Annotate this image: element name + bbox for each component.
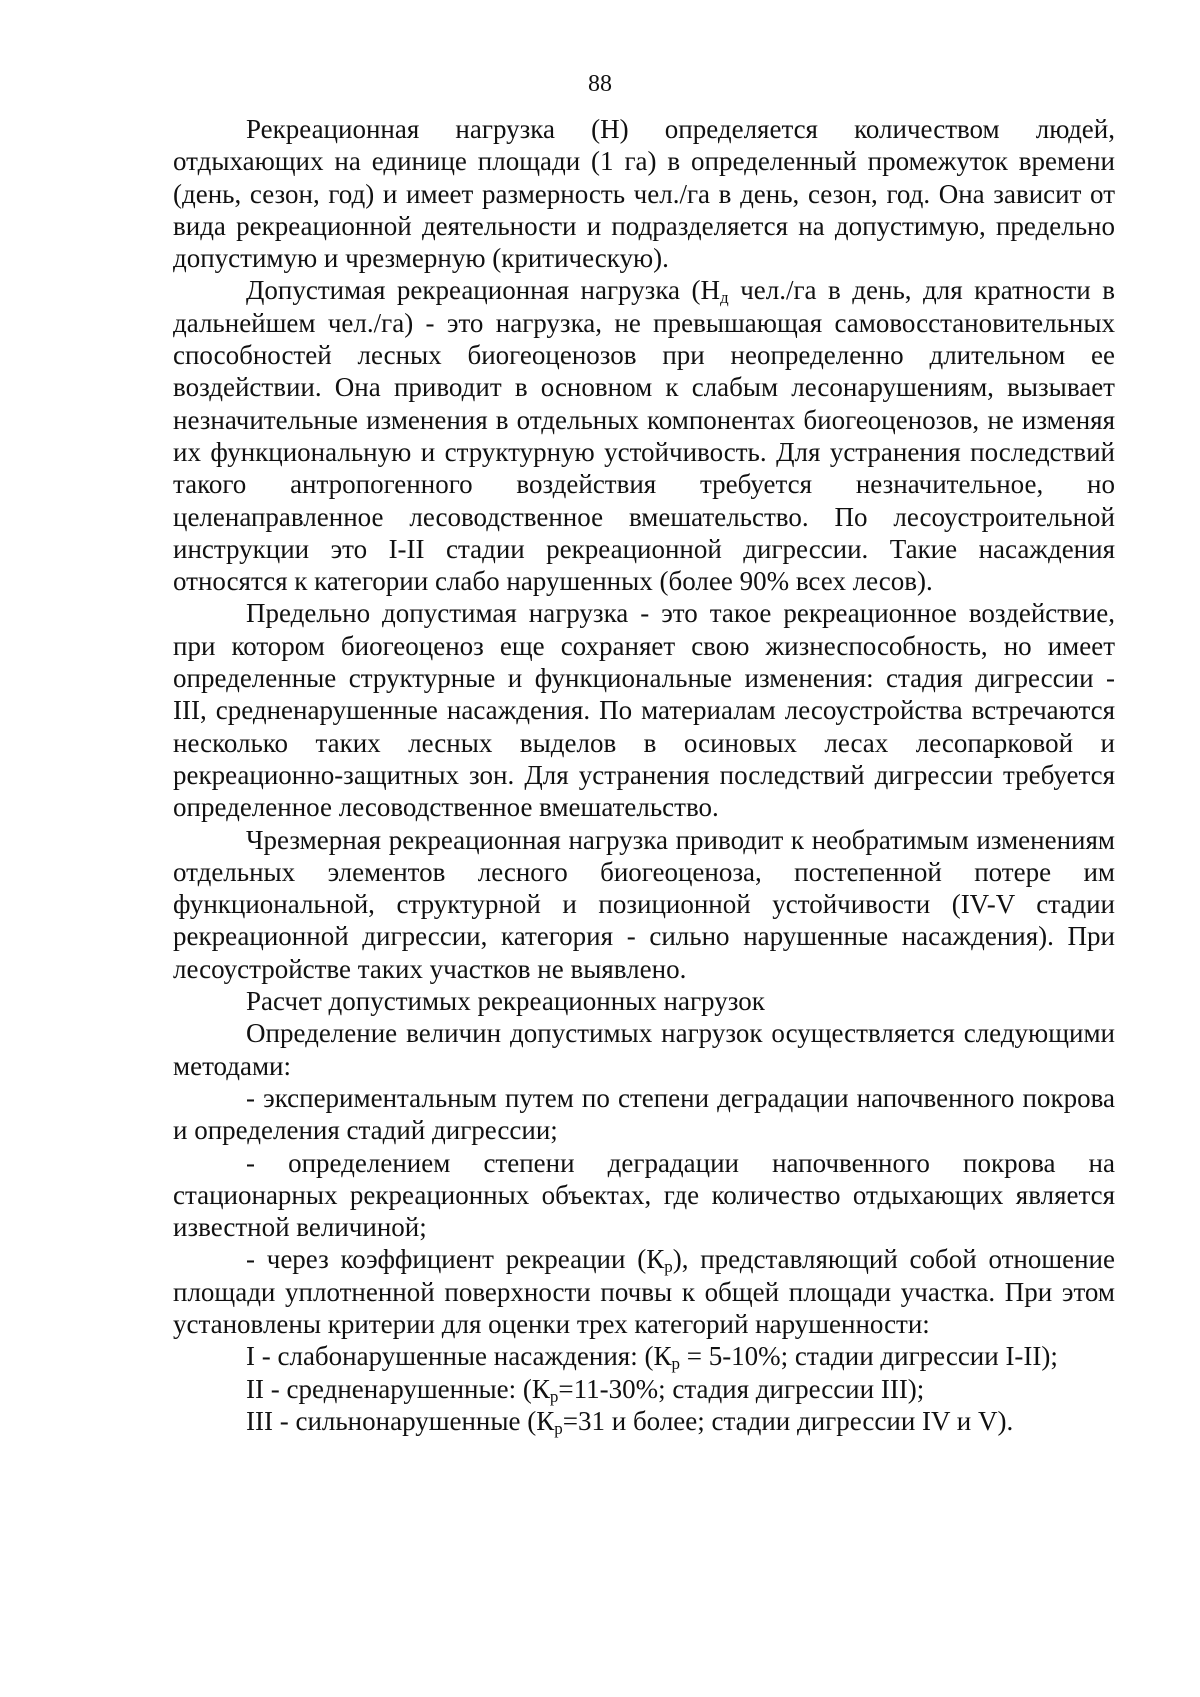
paragraph-recreational-load-definition: Рекреационная нагрузка (Н) определяется количеством людей, отдыхающих на единице площади (1 га) в определенный промежуток времени (день, сезон, год) и имеет размерность чел./га в день, сезон, год. Она зависит от вида рекреационной деятельности и подразделяется на допустимую, предельно допустимую и чрезмерную (критическую).: [173, 114, 1115, 274]
category-1-text-end: = 5-10%; стадии дигрессии I-II);: [679, 1341, 1058, 1372]
permissible-load-text-start: Допустимая рекреационная нагрузка (Н: [246, 275, 721, 306]
method-item-experimental: - экспериментальным путем по степени деградации напочвенного покрова и определения стадий дигрессии;: [173, 1082, 1115, 1146]
paragraph-maximum-permissible-load: Предельно допустимая нагрузка - это такое рекреационное воздействие, при котором биогеоценоз еще сохраняет свою жизнеспособность, но имеет определенные структурные и функциональные изменения: стадия дигрессии - III, средненарушенные насаждения. По материалам лесоустройства встречаются несколько таких лесных выделов в осиновых лесах лесопарковой и рекреационно-защитных зон. Для устранения последствий дигрессии требуется определенное лесоводственное вмешательство.: [173, 598, 1115, 823]
permissible-load-text-end: чел./га в день, для кратности в дальнейшем чел./га) - это нагрузка, не превышающая самовосстановительных способностей лесных биогеоценозов при неопределенно длительном ее воздействии. Она приводит в основном к слабым лесонарушениям, вызывает незначительные изменения в отдельных компонентах биогеоценозов, не изменяя их функциональную и структурную устойчивость. Для устранения последствий такого антропогенного воздействия требуется незначительное, но целенаправленное лесоводственное вмешательство. По лесоустроительной инструкции это I-II стадии рекреационной дигрессии. Такие насаждения относятся к категории слабо нарушенных (более 90% всех лесов).: [173, 275, 1115, 597]
category-item-heavily-disturbed: [173, 1405, 1115, 1437]
paragraph-excessive-load: Чрезмерная рекреационная нагрузка приводит к необратимым изменениям отдельных элементов лесного биогеоценоза, постепенной потере им функциональной, структурной и позиционной устойчивости (IV-V стадии рекреационной дигрессии, категория - сильно нарушенные насаждения). При лесоустройстве таких участков не выявлено.: [173, 824, 1115, 984]
method-item-recreation-coefficient: [173, 1243, 1115, 1340]
method-item-stationary-objects: - определением степени деградации напочвенного покрова на стационарных рекреационных объектах, где количество отдыхающих является известной величиной;: [173, 1147, 1115, 1243]
category-3-text-start: III - сильнонарушенные (К: [246, 1405, 555, 1436]
recreation-coefficient-text-end: ), представляющий собой отношение площади уплотненной поверхности почвы к общей площади участка. При этом установлены критерии для оценки трех категорий нарушенности:: [173, 1244, 1115, 1339]
paragraph-methods-intro: Определение величин допустимых нагрузок осуществляется следующими методами:: [173, 1018, 1115, 1081]
page-number: 88: [588, 71, 612, 97]
category-3-subscript: р: [554, 1418, 563, 1438]
category-2-text-start: II - средненарушенные: (К: [246, 1373, 550, 1404]
category-2-subscript: р: [549, 1386, 559, 1406]
paragraph-permissible-load: [173, 274, 1115, 597]
permissible-load-subscript: д: [720, 288, 729, 308]
paragraph-calculation-heading: Расчет допустимых рекреационных нагрузок: [246, 986, 765, 1017]
category-item-slightly-disturbed: [173, 1340, 1115, 1372]
recreation-coefficient-text-start: - через коэффициент рекреации (К: [246, 1244, 665, 1275]
category-2-text-end: =11-30%; стадия дигрессии III);: [558, 1373, 925, 1404]
category-item-moderately-disturbed: [173, 1373, 1115, 1405]
category-3-text-end: =31 и более; стадии дигрессии IV и V).: [562, 1405, 1014, 1436]
category-1-text-start: I - слабонарушенные насаждения: (К: [246, 1341, 672, 1372]
category-1-subscript: р: [671, 1354, 680, 1374]
recreation-coefficient-subscript: р: [664, 1257, 673, 1277]
document-body: [173, 113, 1115, 1437]
